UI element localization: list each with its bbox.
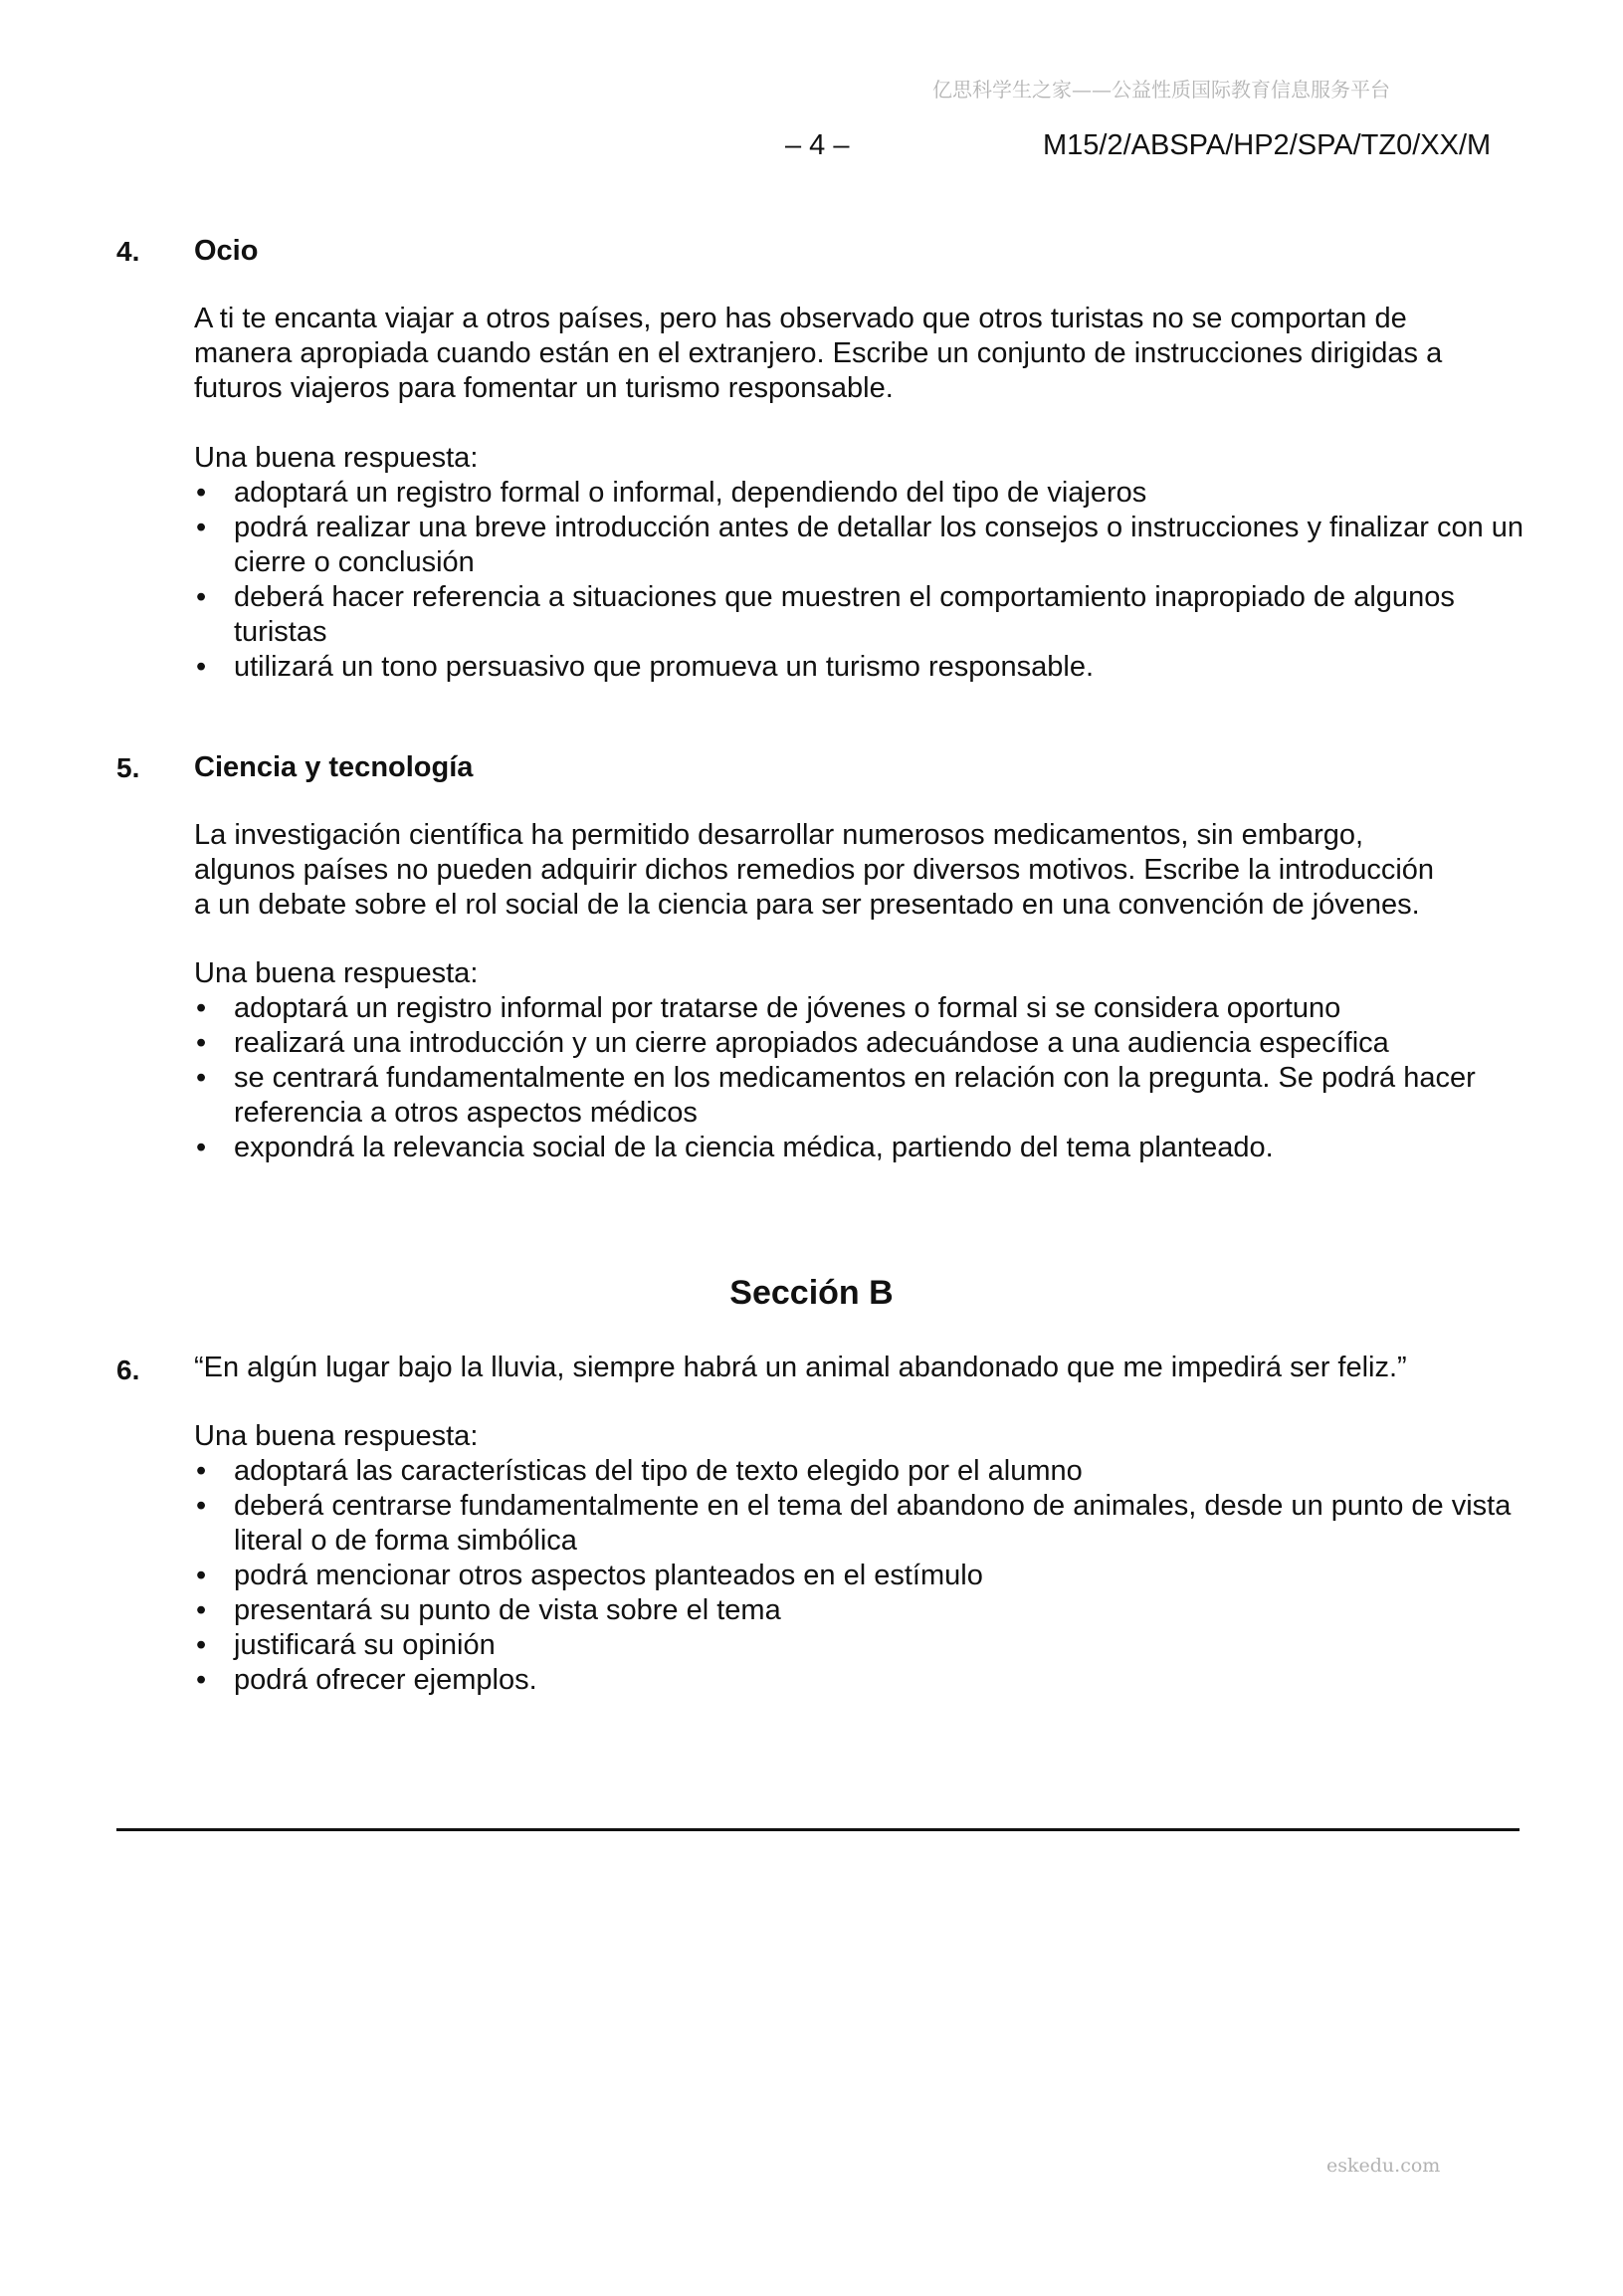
page-number: – 4 – — [785, 129, 850, 161]
question-5-title: Ciencia y tecnología — [194, 751, 474, 783]
list-item: • utilizará un tono persuasivo que promueva un turismo responsable. — [194, 650, 1527, 685]
list-item: • podrá realizar una breve introducción antes de detallar los consejos o instrucciones y finalizar con un cierre o conclusión — [194, 511, 1527, 580]
criteria-intro: Una buena respuesta: — [194, 1420, 479, 1452]
question-4-title: Ocio — [194, 235, 259, 267]
watermark-bottom: eskedu.com — [1326, 2155, 1441, 2177]
list-item: • podrá ofrecer ejemplos. — [194, 1663, 1527, 1698]
question-5-prompt — [194, 818, 1434, 923]
prompt-line: futuros viajeros para fomentar un turismo responsable. — [194, 372, 894, 404]
criteria-list — [194, 1454, 1527, 1698]
section-b-title: Sección B — [729, 1274, 894, 1312]
list-item: • expondrá la relevancia social de la ciencia médica, partiendo del tema planteado. — [194, 1131, 1493, 1165]
list-item: • justificará su opinión — [194, 1628, 1527, 1663]
quote-text: “En algún lugar bajo la lluvia, siempre habrá un animal abandonado que me impedirá ser feliz.” — [194, 1352, 1407, 1383]
list-item: • realizará una introducción y un cierre apropiados adecuándose a una audiencia específica — [194, 1026, 1493, 1061]
question-4-criteria — [194, 441, 1527, 685]
list-item: • deberá centrarse fundamentalmente en el tema del abandono de animales, desde un punto de vista literal o de forma simbólica — [194, 1489, 1527, 1559]
question-6-criteria — [194, 1419, 1527, 1698]
document-code: M15/2/ABSPA/HP2/SPA/TZ0/XX/M — [1043, 129, 1492, 161]
question-6-quote — [194, 1351, 1527, 1385]
question-4-number: 4. — [116, 236, 140, 267]
criteria-list — [194, 476, 1527, 685]
list-item: • adoptará un registro formal o informal, dependiendo del tipo de viajeros — [194, 476, 1527, 511]
prompt-line: La investigación científica ha permitido desarrollar numerosos medicamentos, sin embargo, — [194, 819, 1364, 851]
watermark-top: 亿思科学生之家——公益性质国际教育信息服务平台 — [932, 78, 1390, 102]
criteria-intro: Una buena respuesta: — [194, 957, 479, 989]
prompt-line: A ti te encanta viajar a otros países, pero has observado que otros turistas no se comportan de — [194, 303, 1407, 334]
question-6-number: 6. — [116, 1355, 140, 1385]
list-item: • presentará su punto de vista sobre el tema — [194, 1593, 1527, 1628]
prompt-line: manera apropiada cuando están en el extranjero. Escribe un conjunto de instrucciones dirigidas a — [194, 337, 1443, 369]
horizontal-rule — [116, 1828, 1520, 1831]
question-5-criteria — [194, 956, 1493, 1165]
prompt-line: algunos países no pueden adquirir dichos remedios por diversos motivos. Escribe la introducción — [194, 854, 1435, 886]
list-item: • deberá hacer referencia a situaciones que muestren el comportamiento inapropiado de algunos turistas — [194, 580, 1527, 650]
criteria-list — [194, 991, 1493, 1165]
list-item: • adoptará un registro informal por tratarse de jóvenes o formal si se considera oportuno — [194, 991, 1493, 1026]
criteria-intro: Una buena respuesta: — [194, 442, 479, 474]
list-item: • se centrará fundamentalmente en los medicamentos en relación con la pregunta. Se podrá hacer referencia a otros aspectos médicos — [194, 1061, 1493, 1131]
question-5-number: 5. — [116, 752, 140, 783]
list-item: • podrá mencionar otros aspectos planteados en el estímulo — [194, 1559, 1527, 1593]
list-item: • adoptará las características del tipo de texto elegido por el alumno — [194, 1454, 1527, 1489]
prompt-line: a un debate sobre el rol social de la ciencia para ser presentado en una convención de jóvenes. — [194, 889, 1420, 921]
question-4-prompt — [194, 302, 1442, 406]
